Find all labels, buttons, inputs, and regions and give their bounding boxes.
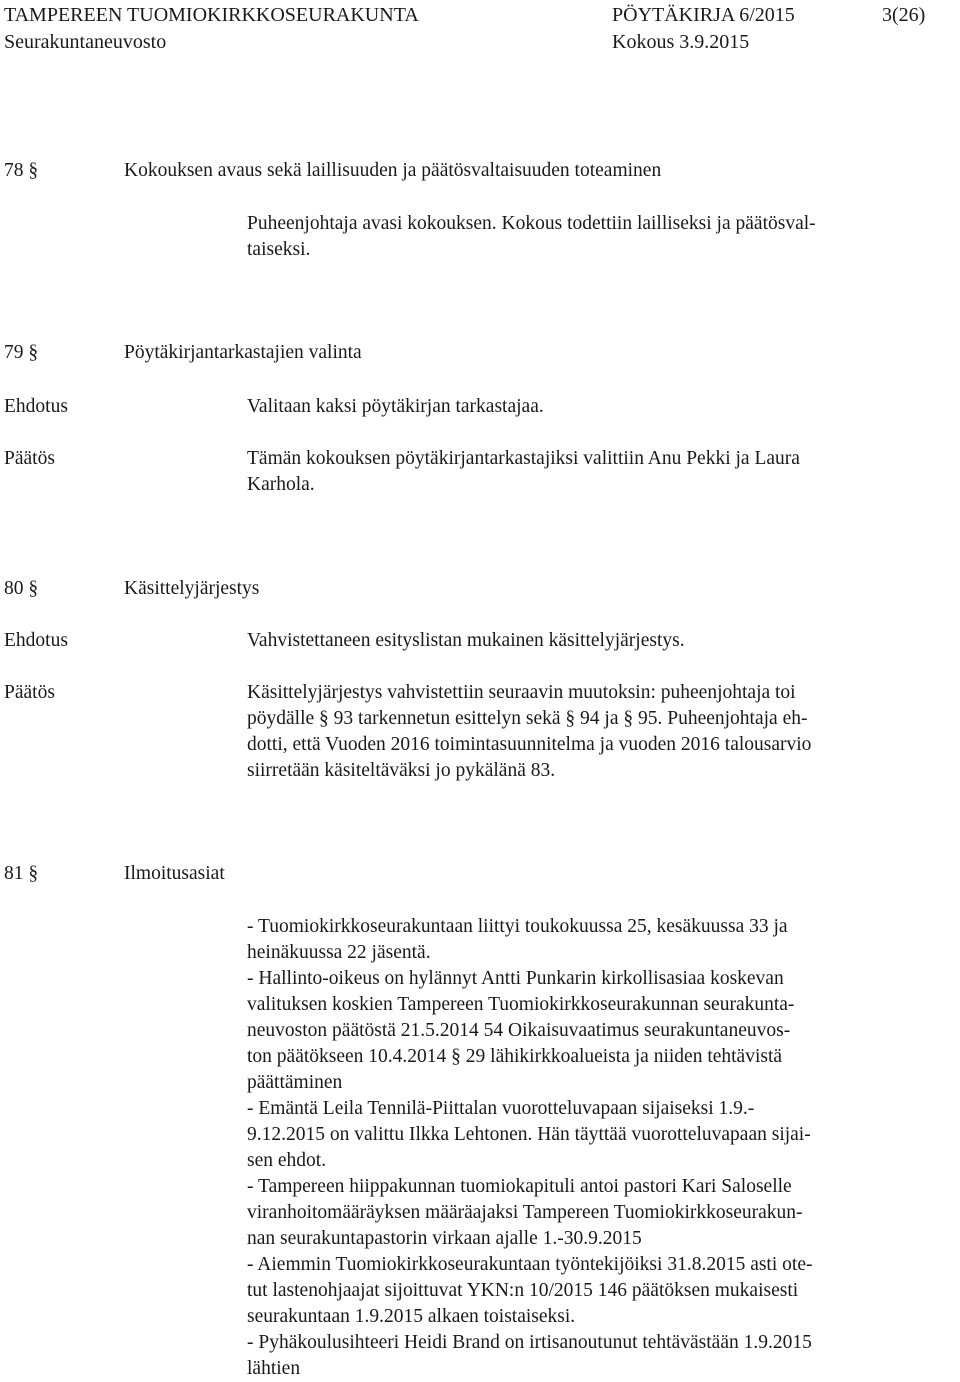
header-body: Seurakuntaneuvosto [4, 31, 167, 53]
text-line: - Aiemmin Tuomiokirkkoseurakuntaan työntekijöiksi 31.8.2015 asti ote- [247, 1254, 813, 1275]
text-line: dotti, että Vuoden 2016 toimintasuunnitelma ja vuoden 2016 talousarvio [247, 734, 812, 755]
item-80 [0, 576, 960, 602]
header-doc: PÖYTÄKIRJA 6/2015 [612, 4, 795, 26]
item-79-ehdotus [247, 394, 937, 420]
text-line: - Tampereen hiippakunnan tuomiokapituli antoi pastori Kari Saloselle [247, 1176, 792, 1197]
text-line: ton päätökseen 10.4.2014 § 29 lähikirkkoalueista ja niiden tehtävistä [247, 1046, 783, 1067]
section-title: Käsittelyjärjestys [124, 578, 260, 599]
text-line: sen ehdot. [247, 1150, 327, 1171]
text-line: siirretään käsiteltäväksi jo pykälänä 83. [247, 760, 556, 781]
ehdotus-label: Ehdotus [4, 630, 68, 651]
section-number: 79 § [4, 342, 39, 363]
header-org: TAMPEREEN TUOMIOKIRKKOSEURAKUNTA [4, 4, 419, 26]
text-line: pöydälle § 93 tarkennetun esittelyn sekä § 94 ja § 95. Puheenjohtaja eh- [247, 708, 808, 729]
section-title: Ilmoitusasiat [124, 863, 225, 884]
text-line: Karhola. [247, 474, 315, 495]
item-81 [0, 861, 960, 887]
text-line: Valitaan kaksi pöytäkirjan tarkastajaa. [247, 396, 544, 417]
text-line: 9.12.2015 on valittu Ilkka Lehtonen. Hän täyttää vuorotteluvapaan sijai- [247, 1124, 811, 1145]
item-78 [0, 158, 960, 184]
text-line: päättäminen [247, 1072, 343, 1093]
text-line: seurakuntaan 1.9.2015 alkaen toistaiseksi. [247, 1306, 576, 1327]
paatos-label: Päätös [4, 682, 55, 703]
paatos-label: Päätös [4, 448, 55, 469]
text-line: tut lastenohjaajat sijoittuvat YKN:n 10/2015 146 päätöksen mukaisesti [247, 1280, 799, 1301]
item-79 [0, 340, 960, 366]
text-line: - Pyhäkoulusihteeri Heidi Brand on irtisanoutunut tehtävästään 1.9.2015 [247, 1332, 812, 1353]
text-line: - Hallinto-oikeus on hylännyt Antti Punkarin kirkollisasiaa koskevan [247, 968, 784, 989]
text-line: - Emäntä Leila Tennilä-Piittalan vuorotteluvapaan sijaiseksi 1.9.- [247, 1098, 755, 1119]
text-line: nan seurakuntapastorin virkaan ajalle 1.-30.9.2015 [247, 1228, 642, 1249]
section-number: 81 § [4, 863, 39, 884]
text-line: Tämän kokouksen pöytäkirjantarkastajiksi valittiin Anu Pekki ja Laura [247, 448, 800, 469]
text-line: neuvoston päätöstä 21.5.2014 54 Oikaisuvaatimus seurakuntaneuvos- [247, 1020, 791, 1041]
item-78-text [247, 211, 937, 263]
item-80-ehdotus [247, 628, 937, 654]
text-line: - Tuomiokirkkoseurakuntaan liittyi toukokuussa 25, kesäkuussa 33 ja [247, 916, 788, 937]
ehdotus-label: Ehdotus [4, 396, 68, 417]
text-line: Vahvistettaneen esityslistan mukainen käsittelyjärjestys. [247, 630, 685, 651]
text-line: Käsittelyjärjestys vahvistettiin seuraavin muutoksin: puheenjohtaja toi [247, 682, 796, 703]
text-line: heinäkuussa 22 jäsentä. [247, 942, 431, 963]
header-meeting: Kokous 3.9.2015 [612, 31, 750, 53]
item-80-paatos [247, 680, 937, 784]
text-line: taiseksi. [247, 239, 311, 260]
text-line: Puheenjohtaja avasi kokouksen. Kokous todettiin lailliseksi ja päätösval- [247, 213, 816, 234]
text-line: viranhoitomääräyksen määräajaksi Tampereen Tuomiokirkkoseurakun- [247, 1202, 803, 1223]
section-title: Kokouksen avaus sekä laillisuuden ja päätösvaltaisuuden toteaminen [124, 160, 662, 181]
section-title: Pöytäkirjantarkastajien valinta [124, 342, 362, 363]
text-line: valituksen koskien Tampereen Tuomiokirkkoseurakunnan seurakunta- [247, 994, 795, 1015]
item-81-text [247, 914, 937, 1382]
item-79-paatos [247, 446, 937, 498]
section-number: 80 § [4, 578, 39, 599]
section-number: 78 § [4, 160, 39, 181]
header-page: 3(26) [882, 4, 926, 26]
text-line: lähtien [247, 1358, 301, 1379]
